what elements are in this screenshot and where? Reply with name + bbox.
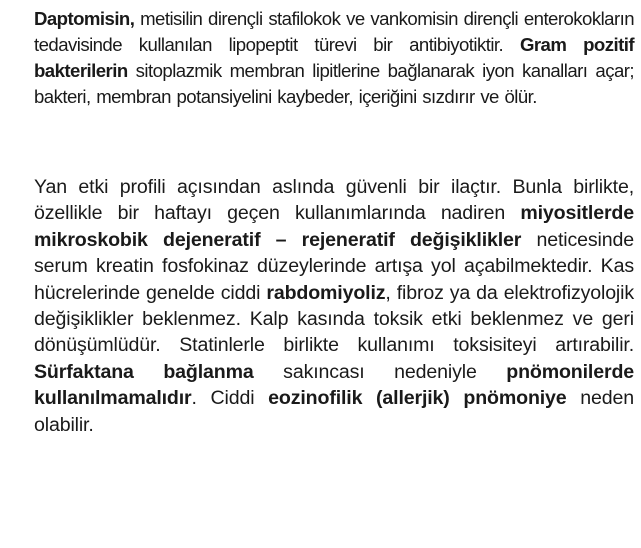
paragraph-daptomycin-mechanism xyxy=(34,6,634,110)
bacteria-emphasis: Gram pozitif bakterilerin xyxy=(34,34,634,81)
text-run: metisilin dirençli stafilokok ve vankomisin dirençli enterokokların tedavisinde kullanılan lipopeptit türevi bir antibiyotiktir. xyxy=(34,8,634,55)
paragraph-side-effects xyxy=(34,174,634,438)
text-run: neden olabilir. xyxy=(34,387,634,436)
pneumonia-emphasis: pnömonilerde kullanılmamalıdır xyxy=(34,360,635,410)
myocyte-changes-emphasis: miyositlerde mikroskobik dejeneratif – rejeneratif değişiklikler xyxy=(34,202,634,251)
text-run: Yan etki profili açısından aslında güvenli bir ilaçtır. Bunla birlikte, özellikle bir haftayı geçen kullanımlarında nadiren xyxy=(34,176,634,225)
drug-name: Daptomisin, xyxy=(34,8,135,29)
text-run: . Ciddi xyxy=(191,387,269,410)
text-run: sakıncası nedeniyle xyxy=(253,360,507,383)
surfactant-emphasis: Sürfaktana bağlanma xyxy=(34,360,254,383)
text-run: , fibroz ya da elektrofizyolojik değişiklikler beklenmez. Kalp kasında toksik etki beklenmez ve geri dönüşümlüdür. Statinlerle birlikte kullanımı toksisiteyi artırabilir. xyxy=(34,281,634,357)
text-run: sitoplazmik membran lipitlerine bağlanarak iyon kanalları açar; bakteri, membran potansiyelini kaybeder, içeriğini sızdırır ve ölür. xyxy=(34,60,634,107)
eosinophilic-pneumonia-emphasis: eozinofilik (allerjik) pnömoniye xyxy=(268,387,567,410)
text-run: neticesinde serum kreatin fosfokinaz düzeylerinde artışa yol açabilmektedir. Kas hücrelerinde genelde ciddi xyxy=(34,228,634,304)
rhabdomyolysis-emphasis: rabdomiyoliz xyxy=(266,281,386,304)
